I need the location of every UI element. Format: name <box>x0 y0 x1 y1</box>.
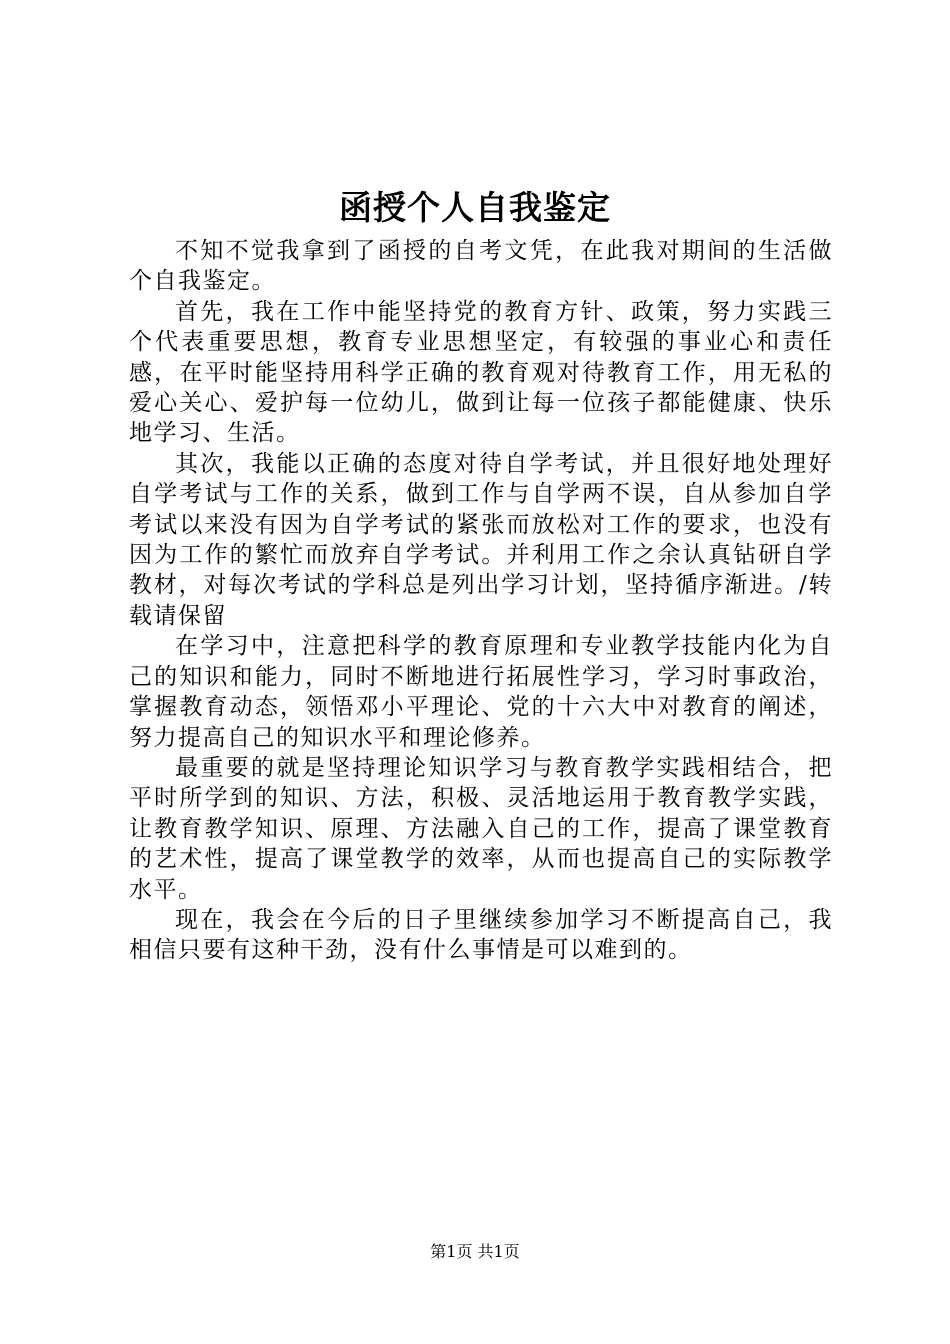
paragraph-3: 其次，我能以正确的态度对待自学考试，并且很好地处理好自学考试与工作的关系，做到工作与自学两不误，自从参加自学考试以来没有因为自学考试的紧张而放松对工作的要求，也没有因为工作的繁忙而放弃自学考试。并利用工作之余认真钻研自学教材，对每次考试的学科总是列出学习计划，坚持循序渐进。/转载请保留 <box>129 450 833 629</box>
page-footer: 第1页 共1页 <box>430 1242 520 1261</box>
paragraph-1: 不知不觉我拿到了函授的自考文凭，在此我对期间的生活做个自我鉴定。 <box>129 238 833 295</box>
paragraph-4: 在学习中，注意把科学的教育原理和专业教学技能内化为自己的知识和能力，同时不断地进行拓展性学习，学习时事政治，掌握教育动态，领悟邓小平理论、党的十六大中对教育的阐述，努力提高自己的知识水平和理论修养。 <box>129 633 833 751</box>
paragraph-2: 首先，我在工作中能坚持党的教育方针、政策，努力实践三个代表重要思想，教育专业思想坚定，有较强的事业心和责任感，在平时能坚持用科学正确的教育观对待教育工作，用无私的爱心关心、爱护每一位幼儿，做到让每一位孩子都能健康、快乐地学习、生活。 <box>129 298 833 447</box>
document-body <box>129 236 833 966</box>
paragraph-6: 现在，我会在今后的日子里继续参加学习不断提高自己，我相信只要有这种干劲，没有什么事情是可以难到的。 <box>129 906 833 964</box>
paragraph-5: 最重要的就是坚持理论知识学习与教育教学实践相结合，把平时所学到的知识、方法，积极、灵活地运用于教育教学实践，让教育教学知识、原理、方法融入自己的工作，提高了课堂教育的艺术性，提高了课堂教学的效率，从而也提高自己的实际教学水平。 <box>129 754 833 903</box>
document-title: 函授个人自我鉴定 <box>339 188 611 227</box>
